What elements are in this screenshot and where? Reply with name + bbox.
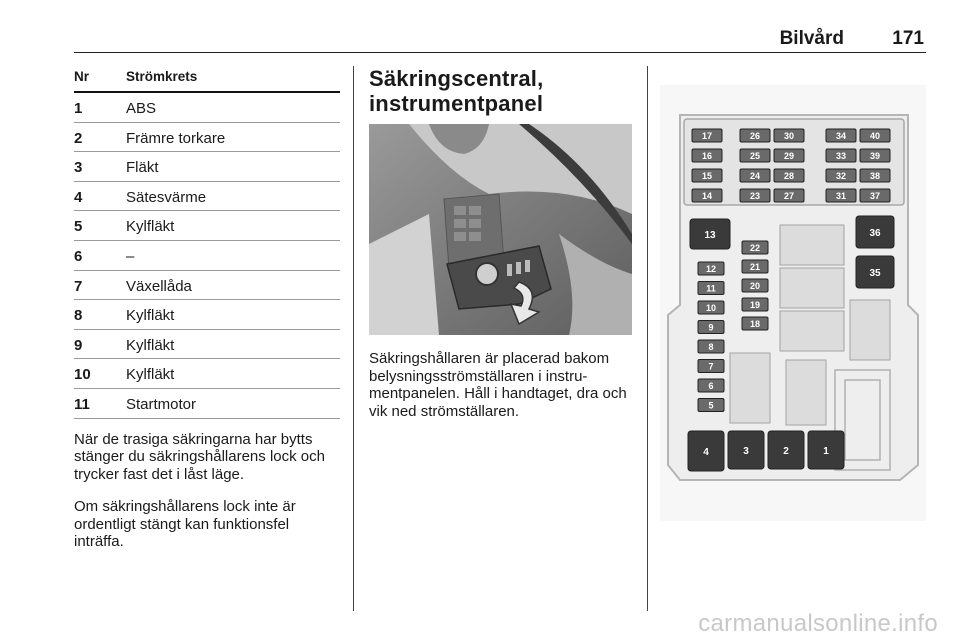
relay-label: 1	[823, 446, 829, 457]
column-header-nr: Nr	[74, 69, 90, 84]
circuit-name: Fläkt	[126, 159, 159, 177]
fuse-label: 21	[749, 262, 761, 272]
table-row	[74, 359, 340, 389]
circuit-name: Sätesvärme	[126, 188, 207, 206]
circuit-name: Kylfläkt	[126, 307, 175, 325]
fuse-label: 31	[835, 191, 847, 201]
table-row	[74, 330, 340, 360]
section-title-line2: instrumentpanel	[369, 91, 544, 116]
fuse-table-body	[74, 93, 340, 419]
fuse-table-column	[74, 66, 340, 566]
fuse-label: 17	[701, 131, 713, 141]
page-number: 171	[892, 28, 924, 49]
fuse-label: 30	[783, 131, 795, 141]
fuse-label: 29	[783, 151, 795, 161]
circuit-name: ABS	[126, 100, 157, 117]
relay-label: 36	[869, 228, 881, 239]
table-row	[74, 271, 340, 301]
relay-label: 3	[743, 446, 749, 457]
fuse-label: 11	[706, 283, 716, 294]
fuse-number: 4	[74, 188, 83, 206]
fuse-label: 7	[708, 361, 714, 372]
circuit-name: Kylfläkt	[126, 366, 175, 384]
fuse-label: 25	[749, 151, 761, 161]
fuse-label: 18	[749, 319, 761, 329]
fuse-label: 37	[869, 191, 881, 201]
table-row	[74, 300, 340, 330]
fuse-label: 38	[869, 171, 881, 181]
watermark: carmanualsonline.info	[698, 610, 938, 637]
fuse-number: 7	[74, 277, 83, 295]
paragraph-cover-warning: Om säkringshållarens lock inte är ordentligt stängt kan funktionsfel inträffa.	[74, 498, 296, 551]
section-column	[369, 66, 635, 116]
fuse-label: 9	[708, 322, 714, 333]
fuse-label: 27	[783, 191, 795, 201]
fuse-label: 12	[705, 264, 717, 274]
fuse-label: 33	[835, 151, 847, 161]
section-title-line1: Säkringscentral,	[369, 66, 544, 91]
column-header-circuit: Strömkrets	[126, 69, 198, 84]
table-row	[74, 93, 340, 123]
fuse-number: 5	[74, 218, 83, 236]
fuse-label: 22	[749, 243, 761, 253]
table-row	[74, 241, 340, 271]
circuit-name: –	[126, 247, 135, 265]
relay-label: 35	[869, 268, 881, 279]
fuse-label: 20	[749, 281, 761, 291]
page-header	[74, 28, 926, 53]
fuse-label: 34	[835, 131, 847, 141]
fuse-number: 11	[74, 395, 90, 413]
fuse-label: 23	[749, 191, 761, 201]
fuse-number: 3	[74, 159, 83, 177]
table-row	[74, 389, 340, 419]
fuse-number: 2	[74, 129, 83, 147]
fuse-box-diagram	[660, 85, 926, 521]
column-divider	[647, 66, 648, 611]
fuse-number: 1	[74, 100, 83, 117]
fuse-label: 8	[708, 342, 714, 352]
relay-label: 4	[703, 447, 709, 458]
fuse-label: 5	[708, 400, 714, 411]
fuse-label: 26	[749, 131, 761, 141]
fuse-number: 8	[74, 307, 83, 325]
table-row	[74, 211, 340, 241]
table-row	[74, 152, 340, 182]
fuse-label: 15	[701, 171, 713, 181]
fuse-number: 9	[74, 336, 83, 354]
fuse-label: 28	[783, 171, 795, 181]
circuit-name: Startmotor	[126, 395, 197, 413]
fuse-label: 19	[749, 300, 761, 310]
column-divider	[353, 66, 354, 611]
fuse-label: 39	[869, 151, 881, 161]
fuse-label: 6	[708, 381, 714, 391]
fuse-number: 10	[74, 366, 91, 384]
relay-label: 13	[704, 230, 716, 241]
relay-label: 2	[783, 446, 789, 457]
fuse-label: 14	[701, 191, 713, 201]
fuse-label: 10	[705, 303, 717, 313]
fuse-label: 40	[869, 131, 881, 141]
circuit-name: Växellåda	[126, 277, 192, 295]
table-header	[74, 66, 340, 93]
fuse-label: 32	[835, 171, 847, 181]
circuit-name: Kylfläkt	[126, 336, 175, 354]
fuse-label: 16	[701, 151, 713, 161]
table-row	[74, 123, 340, 153]
table-row	[74, 182, 340, 212]
fuse-holder-photo	[369, 124, 632, 335]
fuse-number: 6	[74, 247, 83, 265]
fuse-label: 24	[749, 171, 761, 181]
circuit-name: Främre torkare	[126, 129, 226, 147]
photo-caption: Säkringshållaren är placerad bakom belysningsströmställaren i instru-mentpanelen. Håll i handtaget, dra och vik ned strömställaren.	[369, 350, 627, 420]
paragraph-replace-fuses: När de trasiga säkringarna har bytts stänger du säkringshållarens lock och trycker fast det i låst läge.	[74, 430, 325, 483]
circuit-name: Kylfläkt	[126, 218, 175, 236]
section-name: Bilvård	[779, 28, 844, 49]
